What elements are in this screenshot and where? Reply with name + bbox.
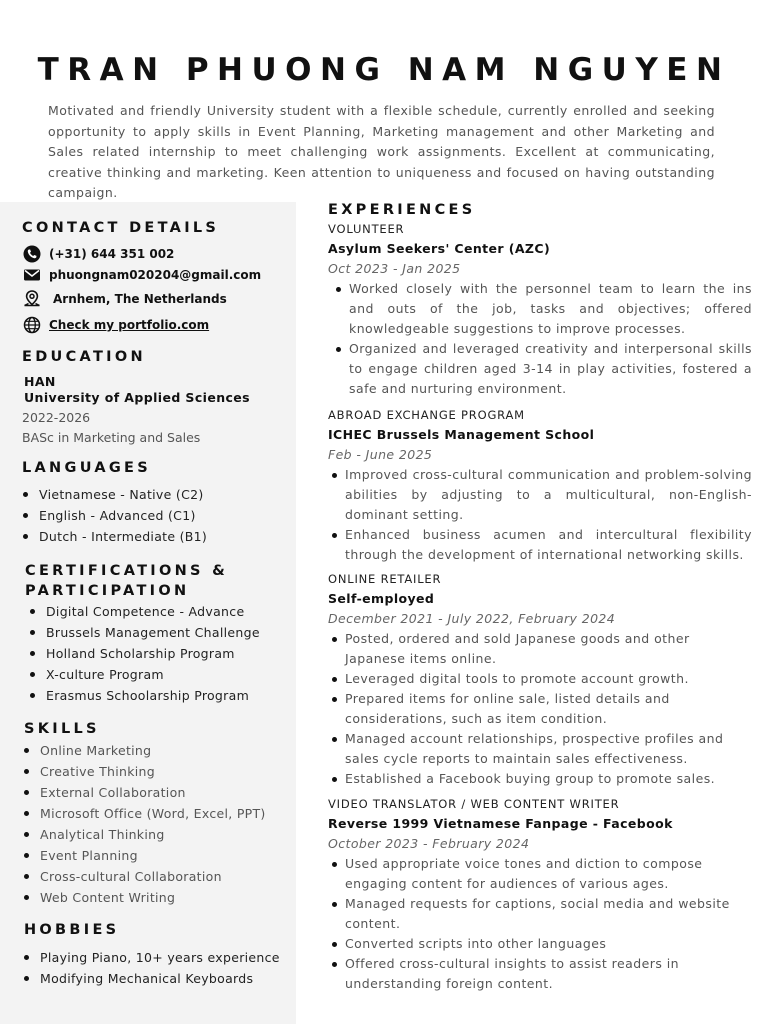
experience-bullet: Established a Facebook buying group to promote sales.: [328, 769, 752, 789]
location-text: Arnhem, The Netherlands: [53, 292, 227, 306]
certifications-heading-line2: PARTICIPATION: [25, 583, 190, 599]
skill-item: Event Planning: [23, 845, 266, 866]
experience-bullets: [328, 629, 752, 789]
contact-email[interactable]: [22, 265, 261, 285]
skills-heading: SKILLS: [24, 721, 100, 737]
experience-org: ICHEC Brussels Management School: [328, 427, 595, 442]
experience-exchange: [328, 406, 752, 565]
email-text: phuongnam020204@gmail.com: [49, 268, 262, 282]
experiences-heading: EXPERIENCES: [328, 202, 476, 218]
experience-bullet: Posted, ordered and sold Japanese goods and other Japanese items online.: [328, 629, 752, 669]
experience-role: VOLUNTEER: [328, 222, 405, 236]
contact-portfolio[interactable]: [22, 315, 209, 335]
skill-item: Web Content Writing: [23, 887, 266, 908]
education-years: 2022-2026: [22, 410, 91, 425]
phone-text: (+31) 644 351 002: [49, 247, 175, 261]
experience-date: Oct 2023 - Jan 2025: [328, 261, 461, 276]
experience-date: Feb - June 2025: [328, 447, 433, 462]
certification-item: Holland Scholarship Program: [29, 643, 260, 664]
languages-heading: LANGUAGES: [22, 460, 151, 476]
experience-role: ABROAD EXCHANGE PROGRAM: [328, 408, 525, 422]
certification-item: Digital Competence - Advance: [29, 601, 260, 622]
experience-org: Self-employed: [328, 591, 435, 606]
skill-item: External Collaboration: [23, 782, 266, 803]
experience-bullets: [332, 279, 752, 399]
skill-item: Online Marketing: [23, 740, 266, 761]
education-degree: BASc in Marketing and Sales: [22, 430, 201, 445]
hobby-item: Playing Piano, 10+ years experience: [23, 947, 280, 968]
education-school-short: HAN: [24, 374, 56, 389]
skill-item: Cross-cultural Collaboration: [23, 866, 266, 887]
education-school: University of Applied Sciences: [24, 390, 251, 405]
certifications-heading-line1: CERTIFICATIONS &: [25, 563, 229, 579]
experience-date: October 2023 - February 2024: [328, 836, 530, 851]
experience-bullets: [328, 465, 752, 565]
page-name: TRAN PHUONG NAM NGUYEN: [37, 52, 731, 88]
experience-role: ONLINE RETAILER: [328, 572, 442, 586]
certification-item: Erasmus Schoolarship Program: [29, 685, 260, 706]
language-item: Dutch - Intermediate (B1): [22, 526, 207, 547]
experience-bullet: Enhanced business acumen and intercultural flexibility through the development of international networking skills.: [328, 525, 752, 565]
contact-phone[interactable]: [22, 244, 174, 264]
experience-org: Asylum Seekers' Center (AZC): [328, 241, 551, 256]
experience-bullet: Organized and leveraged creativity and interpersonal skills to engage children aged 3-14 in play activities, fostered a safe and nurturing environment.: [332, 339, 752, 399]
skill-item: Creative Thinking: [23, 761, 266, 782]
experience-role: VIDEO TRANSLATOR / WEB CONTENT WRITER: [328, 797, 620, 811]
skill-item: Analytical Thinking: [23, 824, 266, 845]
education-heading: EDUCATION: [22, 349, 146, 365]
map-pin-icon: [22, 289, 42, 309]
skills-list: [23, 740, 266, 908]
experience-volunteer: [328, 220, 752, 399]
hobbies-list: [23, 947, 280, 989]
globe-icon: [22, 315, 42, 335]
certifications-list: [29, 601, 260, 706]
experience-bullet: Offered cross-cultural insights to assist readers in understanding foreign content.: [328, 954, 752, 994]
summary: Motivated and friendly University student with a flexible schedule, currently enrolled and seeking opportunity to apply skills in Event Planning, Marketing management and other Marketing and Sales related internship to meet challenging work assignments. Excellent at communicating, creative thinking and marketing. Keen attention to uniqueness and focused on having outstanding campaign.: [48, 103, 715, 201]
experience-bullet: Worked closely with the personnel team to learn the ins and outs of the job, tasks and objectives; offered knowledgeable suggestions to improve processes.: [332, 279, 752, 339]
experience-translator: [328, 795, 752, 994]
language-item: English - Advanced (C1): [22, 505, 207, 526]
hobby-item: Modifying Mechanical Keyboards: [23, 968, 280, 989]
experience-retailer: [328, 570, 752, 789]
contact-location: [22, 289, 227, 309]
experience-bullet: Leveraged digital tools to promote account growth.: [328, 669, 752, 689]
certification-item: X-culture Program: [29, 664, 260, 685]
hobbies-heading: HOBBIES: [24, 922, 120, 938]
portfolio-link[interactable]: Check my portfolio.com: [49, 318, 210, 332]
experience-bullet: Used appropriate voice tones and diction to compose engaging content for audiences of various ages.: [328, 854, 752, 894]
skill-item: Microsoft Office (Word, Excel, PPT): [23, 803, 266, 824]
experience-bullet: Managed account relationships, prospective profiles and sales cycle reports to maintain sales effectiveness.: [328, 729, 752, 769]
experience-org: Reverse 1999 Vietnamese Fanpage - Facebook: [328, 816, 673, 831]
language-item: Vietnamese - Native (C2): [22, 484, 207, 505]
experience-bullet: Managed requests for captions, social media and website content.: [328, 894, 752, 934]
contact-heading: CONTACT DETAILS: [22, 220, 220, 236]
languages-list: [22, 484, 207, 547]
phone-icon: [22, 244, 42, 264]
envelope-icon: [22, 265, 42, 285]
experience-bullet: Prepared items for online sale, listed details and considerations, such as item condition.: [328, 689, 752, 729]
experience-bullet: Converted scripts into other languages: [328, 934, 752, 954]
experience-bullets: [328, 854, 752, 994]
experience-date: December 2021 - July 2022, February 2024: [328, 611, 616, 626]
experience-bullet: Improved cross-cultural communication and problem-solving abilities by adjusting to a multicultural, non-English-dominant setting.: [328, 465, 752, 525]
certification-item: Brussels Management Challenge: [29, 622, 260, 643]
